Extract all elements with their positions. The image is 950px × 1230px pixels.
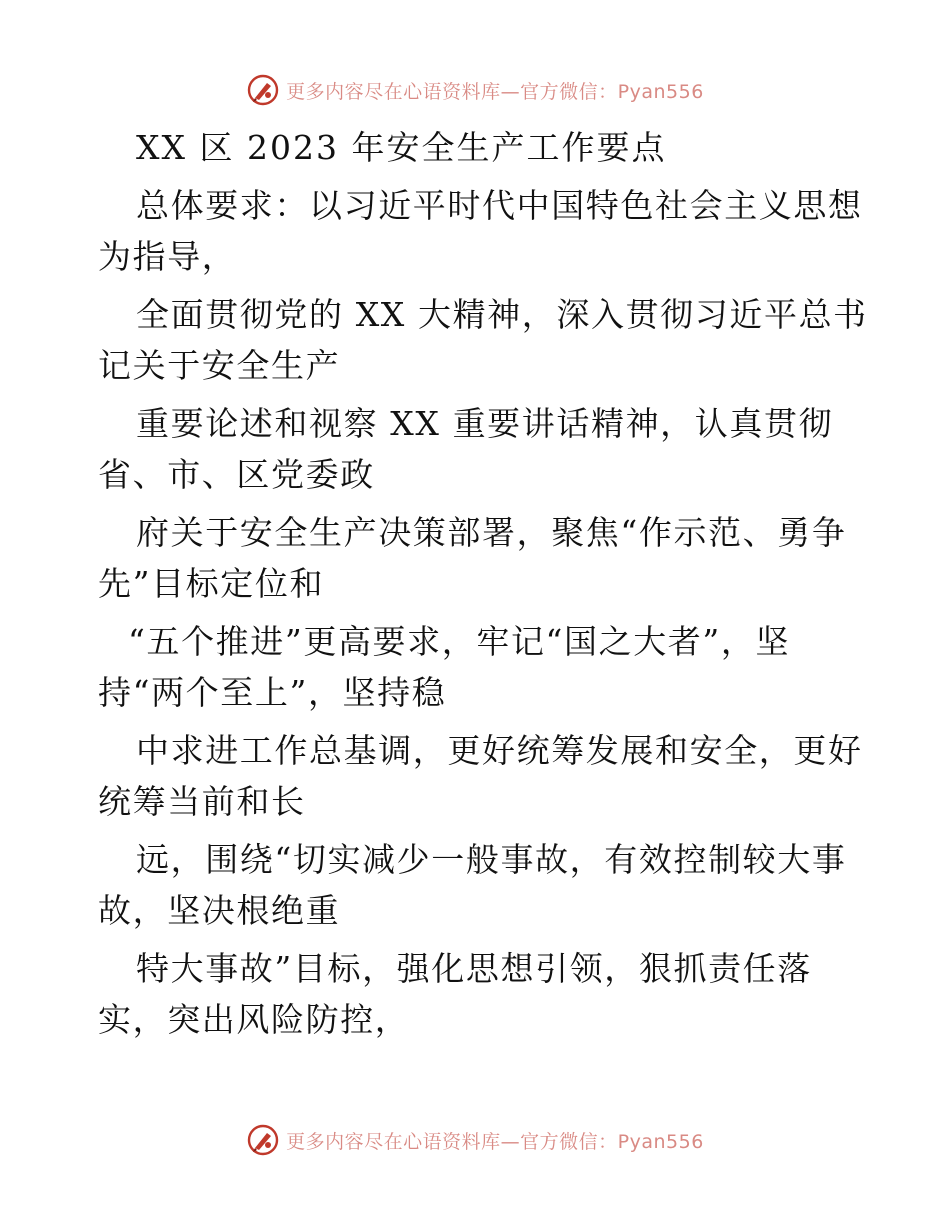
document-title: XX 区 2023 年安全生产工作要点 — [136, 128, 667, 167]
paragraph-line: 重要论述和视察 XX 重要讲话精神，认真贯彻 — [136, 404, 834, 443]
paragraph-line: 故，坚决根绝重 — [98, 891, 341, 930]
paragraph-line: 先”目标定位和 — [98, 564, 325, 603]
document-body — [98, 122, 868, 1045]
pen-seal-icon — [246, 1123, 280, 1157]
paragraph-line: 特大事故”目标，强化思想引领，狠抓责任落 — [136, 949, 812, 988]
footer-watermark — [0, 1120, 950, 1160]
paragraph-line: 省、市、区党委政 — [98, 455, 375, 494]
paragraph-line: 全面贯彻党的 XX 大精神，深入贯彻习近平总书 — [136, 295, 868, 334]
paragraph-line: 记关于安全生产 — [98, 346, 341, 385]
paragraph-line: “五个推进”更高要求，牢记“国之大者”，坚 — [128, 622, 791, 661]
paragraph-line: 统筹当前和长 — [98, 782, 306, 821]
paragraph-line: 持“两个至上”，坚持稳 — [98, 673, 447, 712]
paragraph-line: 远，围绕“切实减少一般事故，有效控制较大事 — [136, 840, 847, 879]
pen-seal-icon — [246, 73, 280, 107]
paragraph-line: 实，突出风险防控， — [98, 1000, 410, 1039]
paragraph-line: 总体要求：以习近平时代中国特色社会主义思想 — [136, 186, 863, 225]
watermark-text: 更多内容尽在心语资料库—官方微信：Pyan556 — [286, 1130, 704, 1153]
watermark-text: 更多内容尽在心语资料库—官方微信：Pyan556 — [286, 80, 704, 103]
paragraph-line: 府关于安全生产决策部署，聚焦“作示范、勇争 — [136, 513, 847, 552]
paragraph-line: 中求进工作总基调，更好统筹发展和安全，更好 — [136, 731, 863, 770]
paragraph-line: 为指导， — [98, 237, 237, 276]
header-watermark — [0, 70, 950, 110]
